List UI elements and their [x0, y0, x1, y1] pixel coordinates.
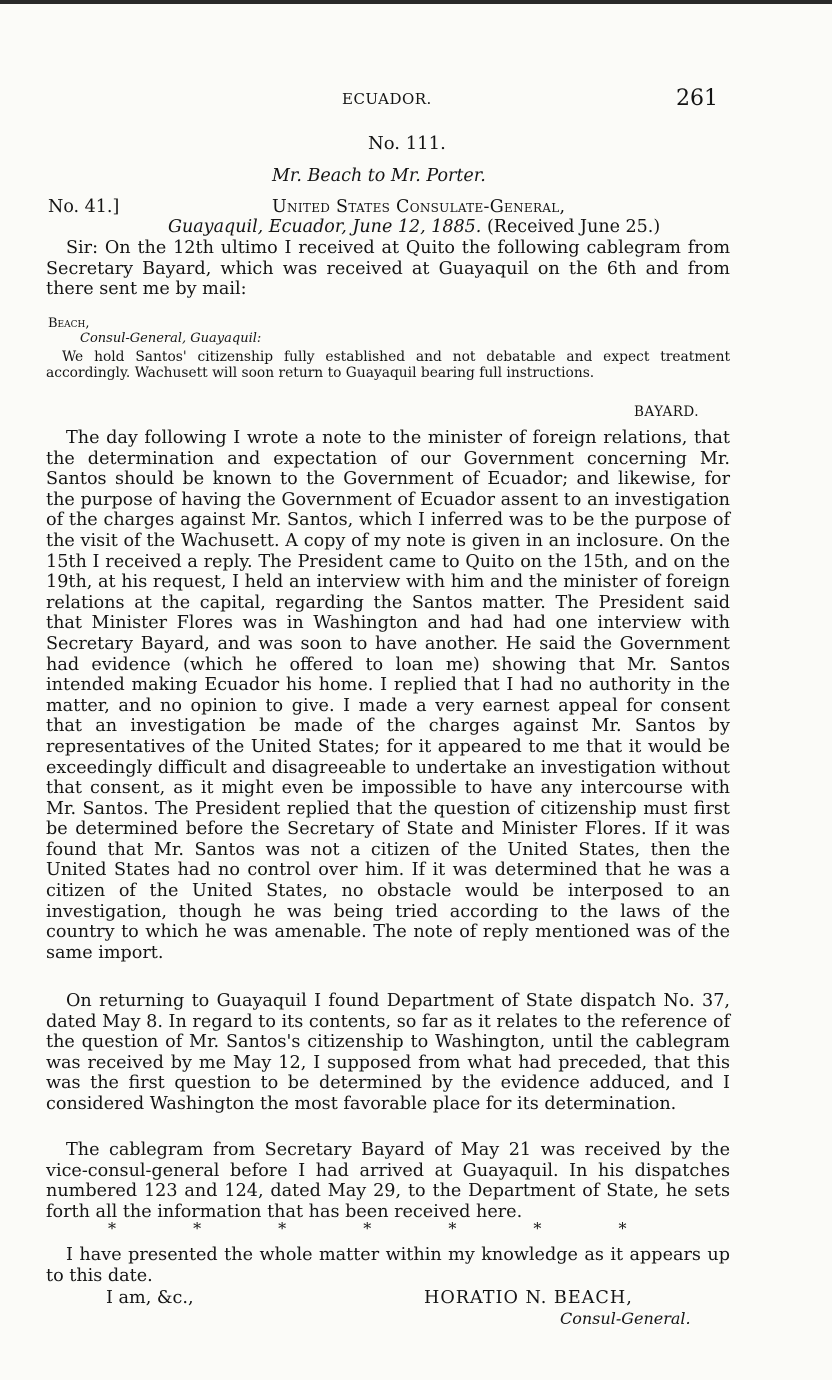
body-paragraph-2 [46, 991, 730, 1115]
dateline [168, 217, 660, 237]
running-header: ECUADOR. [342, 90, 432, 108]
office-heading: United States Consulate-General, [272, 197, 566, 217]
received-date: (Received June 25.) [486, 217, 661, 237]
paragraph-text: The cablegram from Secretary Bayard of May 21 was received by the vice-consul-general before I had arrived at Guayaquil. In his dispatches numbered 123 and 124, dated May 29, to the Department of State, he sets forth all the information that has been received here. [46, 1140, 730, 1222]
document-number: No. 111. [368, 133, 446, 154]
cablegram-signature: BAYARD. [634, 404, 700, 420]
paragraph-text: On returning to Guayaquil I found Department of State dispatch No. 37, dated May 8. In regard to its contents, so far as it relates to the reference of the question of Mr. Santos's citizenship to Washington, until the cablegram was received by me May 12, I supposed from what had preceded, that this was the first question to be determined by the evidence adduced, and I considered Washington the most favorable place for its determination. [46, 991, 730, 1114]
body-paragraph-1 [46, 428, 730, 963]
cablegram-addressee-title: Consul-General, Guayaquil: [80, 331, 262, 346]
document-title: Mr. Beach to Mr. Porter. [272, 166, 486, 186]
paragraph-text: I have presented the whole matter within my knowledge as it appears up to this date. [46, 1245, 730, 1286]
intro-text: Sir: On the 12th ultimo I received at Quito the following cablegram from Secretary Bayard, which was received at Guayaquil on the 6th and from there sent me by mail: [46, 238, 730, 300]
paragraph-text: The day following I wrote a note to the minister of foreign relations, that the determination and expectation of our Government concerning Mr. Santos should be known to the Government of Ecuador; and likewise, for the purpose of having the Government of Ecuador assent to an investigation of the charges against Mr. Santos, which I inferred was to be the purpose of the visit of the Wachusett. A copy of my note is given in an inclosure. On the 15th I received a reply. The President came to Quito on the 15th, and on the 19th, at his request, I held an interview with him and the minister of foreign relations at the capital, regarding the Santos matter. The President said that Minister Flores was in Washington and had had one interview with Secretary Bayard, and was soon to have another. He said the Government had evidence (which he offered to loan me) showing that Mr. Santos intended making Ecuador his home. I replied that I had no authority in the matter, and no opinion to give. I made a very earnest appeal for consent that an investigation be made of the charges against Mr. Santos by representatives of the United States; for it appeared to me that it would be exceedingly difficult and disagreeable to undertake an investigation without that consent, as it might even be impossible to have any intercourse with Mr. Santos. The President replied that the question of citizenship must first be determined before the Secretary of State and Minister Flores. If it was found that Mr. Santos was not a citizen of the United States, then the United States had no control over him. If it was determined that he was a citizen of the United States, no obstacle would be interposed to an investigation, though he was being tried according to the laws of the country to which he was amenable. The note of reply mentioned was of the same import. [46, 428, 730, 963]
signer-title: Consul-General. [560, 1309, 691, 1328]
cablegram-body [46, 350, 730, 381]
place-date: Guayaquil, Ecuador, June 12, 1885. [168, 217, 482, 237]
body-paragraph-3 [46, 1140, 730, 1222]
closing-salutation: I am, &c., [106, 1288, 194, 1308]
omission-asterisks: * * * * * * * [108, 1219, 627, 1238]
cablegram-addressee: Beach, [48, 316, 90, 331]
correspondence-number: No. 41.] [48, 197, 120, 217]
page-top-rule [0, 0, 832, 4]
signer-name: HORATIO N. BEACH, [424, 1288, 633, 1308]
intro-paragraph [46, 238, 730, 300]
body-paragraph-4 [46, 1245, 730, 1286]
page-number: 261 [676, 86, 718, 111]
cablegram-text: We hold Santos' citizenship fully established and not debatable and expect treatment accordingly. Wachusett will soon return to Guayaquil bearing full instructions. [46, 349, 730, 381]
